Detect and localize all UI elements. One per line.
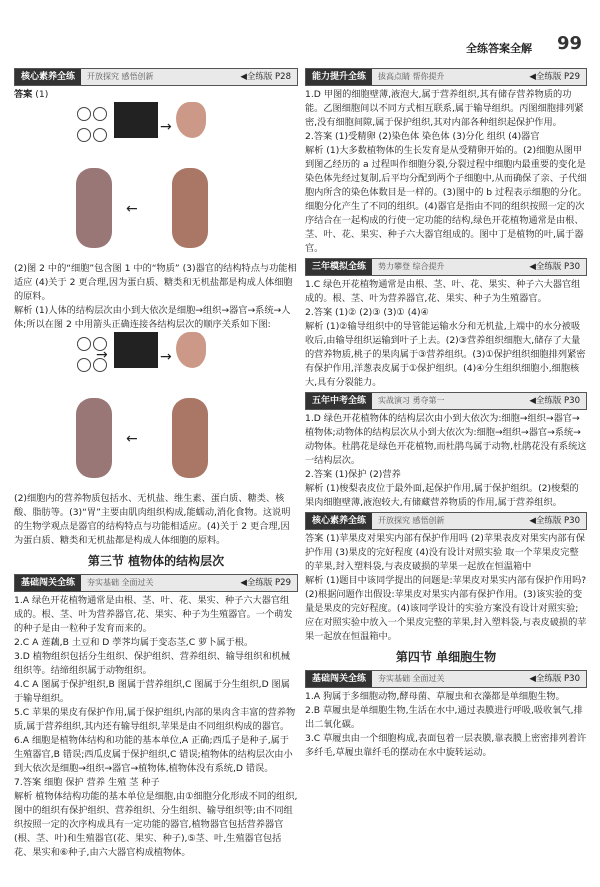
paragraph: 1.A 狗属于多细胞动物,酵母菌、草履虫和衣藻都是单细胞生物。 [305,691,565,702]
paragraph: 6.A 细胞是植物体结构和功能的基本单位,A 正确;西瓜子是种子,属于生殖器官,B 错误;西瓜皮属于保护组织,C 错误;植物体的结构层次由小到大依次是细胞→组织→器官→植物体,植物体没有系统,D 错误。 [14,735,293,774]
paragraph: 4.C A 图属于保护组织,B 图属于营养组织,C 图属于分生组织,D 图属于输导组织。 [14,679,290,704]
banner-tag: 开放探究 感悟创新 [378,516,445,525]
person-image [76,168,112,248]
banner-tag: 开放探究 感悟创新 [87,72,154,81]
banner-basic-2 [305,670,587,688]
paragraph: (2)细胞内的营养物质包括水、无机盐、维生素、蛋白质、糖类、核酸、脂肪等。(3)“胃”主要由肌肉组织构成,能蠕动,消化食物。这说明的生物学观点是器官的结构特点与功能相适应。(4)关于 2 更合理,因为蛋白质、糖类和无机盐都是构成人体细胞的原料。 [14,493,291,546]
banner-name: 能力提升全练 [306,69,372,85]
paragraph: 解析 (1)人体的结构层次由小到大依次是细胞→组织→器官→系统→人体;所以在图 2 中用箭头正确连接各结构层次的顺序关系如下图: [14,305,291,330]
paragraph: 答案 (1)苹果皮对果实内部有保护作用吗 (2)苹果表皮对果实内部有保护作用 (3)果皮的完好程度 (4)没有设计对照实验 取一个苹果皮完整的苹果,封入塑料袋,与表皮破损的苹果一起放在恒温箱中 [305,533,585,572]
paragraph: 解析 (1)大多数植物体的生长发育是从受精卵开始的。(2)细胞从图甲到图乙经历的 a 过程叫作细胞分裂,分裂过程中细胞内最重要的变化是染色体先经过复制,后平均分配到两个子细胞中,从而确保了亲、子代细胞内所含的染色体数目是一样的。(3)图中的 b 过程表示细胞的分化。细胞分化产生了不同的组织。(4)器官是指由不同的组织按照一定的次序结合在一起构成的行使一定功能的结构,绿色开花植物通常是由根、茎、叶、花、果实、种子六大器官组成的。图中丁是植物的叶,属于器官。 [305,145,587,254]
left-column [14,66,298,860]
banner-name: 核心素养全练 [306,513,372,529]
right-column [305,66,587,760]
banner-ref: ◀全练版 P28 [240,72,291,82]
banner-tag: 势力攀登 综合提升 [378,262,445,271]
banner-ref: ◀全练版 P30 [529,516,580,526]
arrow-icon: ← [126,431,138,447]
paragraph: 2.答案 (1)受精卵 (2)染色体 染色体 (3)分化 组织 (4)器官 [305,131,540,142]
page-header [0,0,600,60]
banner-three-year [305,258,587,276]
paragraph: 2.C A 莲藕,B 土豆和 D 荸荠均属于变态茎,C 萝卜属于根。 [14,637,254,648]
answer-num: (1) [35,89,49,100]
cells-icon [76,106,108,148]
banner-tag: 拔高点睛 帮你提升 [378,72,445,81]
paragraph: (2)图 2 中的“细胞”包含图 1 中的“物质” (3)器官的结构特点与功能相适应 (4)关于 2 更合理,因为蛋白质、糖类和无机盐都是构成人体细胞的原料。 [14,263,297,302]
paragraph: 解析 (1)题目中该同学提出的问题是:苹果皮对果实内部有保护作用吗?(2)根据问题作出假设:苹果皮对果实内部有保护作用。(3)该实验的变量是果皮的完好程度。(4)该同学设计的实验方案没有设计对照实验;应在对照实验中放入一个果皮完整的苹果,封入塑料袋,与表皮破损的苹果一起放在恒温箱中。 [305,575,587,642]
paragraph: 5.C 苹果的果皮有保护作用,属于保护组织,内部的果肉含丰富的营养物质,属于营养组织,其内还有输导组织,苹果是由不同组织构成的器官。 [14,707,296,732]
diagram-structure-1 [36,102,298,262]
banner-ref: ◀全练版 P29 [529,72,580,82]
paragraph: 解析 (1)②输导组织中的导管能运输水分和无机盐,上端中的水分被吸收后,由输导组织运输到叶子上去。(2)③营养组织细胞大,储存了大量的营养物质,桃子的果肉属于③营养组织。(3)①保护组织细胞排列紧密有保护作用,洋葱表皮属于①保护组织。(4)④分生组织细胞小,细胞核大,具有分裂能力。 [305,321,586,388]
header-title: 全练答案全解 [466,42,532,55]
tissue-image [114,102,158,138]
paragraph: 解析 植物体结构功能的基本单位是细胞,由①细胞分化形成不同的组织,图中的组织有保护组织、营养组织、分生组织、输导组织等;由不同组织按照一定的次序构成具有一定功能的器官,植物器官包括营养器官(根、茎、叶)和生殖器官(花、果实、种子),⑤茎、叶,生殖器官包括花、果实和⑥种子,由六大器官构成植物体。 [14,791,298,858]
banner-ref: ◀全练版 P30 [529,396,580,406]
stomach-image [176,332,206,368]
paragraph: 1.D 甲图的细胞壁薄,液泡大,属于营养组织,其有储存营养物质的功能。乙图细胞间以不同方式相互联系,属于输导组织。丙图细胞排列紧密,没有细胞间隙,属于保护组织,其对内部各种组织起保护作用。 [305,89,584,128]
paragraph: 3.D 植物组织包括分生组织、保护组织、营养组织、输导组织和机械组织等。结缔组织属于动物组织。 [14,651,291,676]
paragraph: 2.B 草履虫是单细胞生物,生活在水中,通过表膜进行呼吸,吸收氧气,排出二氧化碳。 [305,705,583,730]
paragraph: 2.答案 (1)保护 (2)营养 [305,469,401,480]
arrow-icon: ← [126,201,138,217]
banner-ref: ◀全练版 P30 [529,674,580,684]
banner-five-year [305,392,587,410]
torso-image [172,398,208,478]
page-number: 99 [556,33,582,54]
tissue-image [114,332,158,368]
banner-name: 基础闯关全练 [15,575,81,591]
banner-core-literacy [14,68,298,86]
person-image [76,398,112,478]
banner-core-literacy-2 [305,512,587,530]
paragraph: 1.C 绿色开花植物通常是由根、茎、叶、花、果实、种子六大器官组成的。根、茎、叶为营养器官,花、果实、种子为生殖器官。 [305,279,581,304]
section-title: 第四节 单细胞生物 [395,650,497,664]
banner-ref: ◀全练版 P29 [240,578,291,588]
paragraph: 1.A 绿色开花植物通常是由根、茎、叶、花、果实、种子六大器官组成的。根、茎、叶为营养器官,花、果实、种子为生殖器官。一个萌发的种子是由一粒种子发育而来的。 [14,595,293,634]
banner-tag: 夯实基础 全面过关 [378,674,445,683]
banner-name: 核心素养全练 [15,69,81,85]
banner-name: 五年中考全练 [306,393,372,409]
answer-label: 答案 [14,89,33,100]
banner-basic [14,574,298,592]
torso-image [172,168,208,248]
banner-name: 三年模拟全练 [306,259,372,275]
banner-tag: 夯实基础 全面过关 [87,578,154,587]
paragraph: 1.D 绿色开花植物体的结构层次由小到大依次为:细胞→组织→器官→植物体;动物体的结构层次从小到大依次为:细胞→组织→器官→系统→动物体。杜鹃花是绿色开花植物,而杜鹃鸟属于动物,杜鹃花没有系统这一结构层次。 [305,413,587,466]
section-title: 第三节 植物体的结构层次 [87,554,225,568]
arrow-icon: → [160,349,172,365]
banner-ref: ◀全练版 P30 [529,262,580,272]
arrow-icon: → [96,347,108,363]
paragraph: 解析 (1)梭梨表皮位于最外面,起保护作用,属于保护组织。(2)梭梨的果肉细胞壁薄,液泡较大,有储藏营养物质的作用,属于营养组织。 [305,483,579,508]
arrow-icon: → [160,119,172,135]
paragraph: 3.C 草履虫由一个细胞构成,表面包着一层表膜,靠表膜上密密排列着许多纤毛,草履虫靠纤毛的摆动在水中旋转运动。 [305,733,587,758]
diagram-structure-2 [36,332,298,492]
stomach-image [176,102,206,138]
banner-name: 基础闯关全练 [306,671,372,687]
paragraph: 2.答案 (1)② (2)③ (3)① (4)④ [305,307,429,318]
banner-ability [305,68,587,86]
answer-line [14,88,298,102]
banner-tag: 实战演习 勇夺第一 [378,396,445,405]
paragraph: 7.答案 细胞 保护 营养 生殖 茎 种子 [14,777,160,788]
